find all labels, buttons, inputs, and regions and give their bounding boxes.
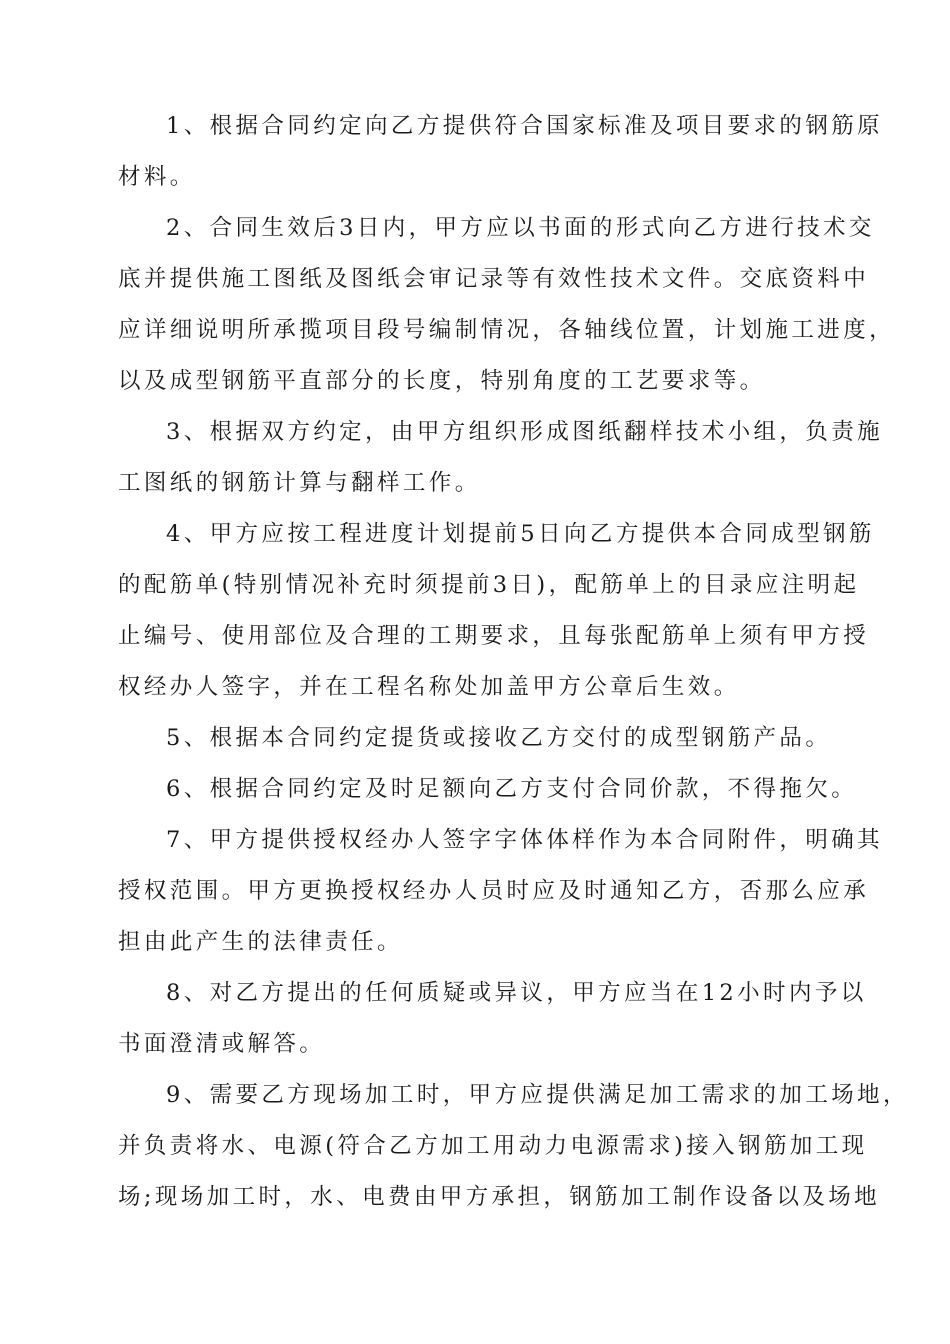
text-line: 工图纸的钢筋计算与翻样工作。: [118, 470, 481, 496]
clause-6: [118, 764, 858, 815]
text-line: 应详细说明所承揽项目段号编制情况，各轴线位置，计划施工进度，: [118, 317, 896, 343]
text-line: 场;现场加工时，水、电费由甲方承担，钢筋加工制作设备以及场地: [118, 1184, 881, 1210]
text-line: 底并提供施工图纸及图纸会审记录等有效性技术文件。交底资料中: [118, 266, 870, 292]
text-line: 1、根据合同约定向乙方提供符合国家标准及项目要求的钢筋原: [166, 113, 884, 139]
text-line: 4、甲方应按工程进度计划提前5日向乙方提供本合同成型钢筋: [166, 521, 875, 547]
clause-9: [118, 1070, 909, 1223]
clause-1: [118, 101, 884, 203]
text-line: 2、合同生效后3日内，甲方应以书面的形式向乙方进行技术交: [166, 215, 875, 241]
text-line: 并负责将水、电源(符合乙方加工用动力电源需求)接入钢筋加工现: [118, 1133, 868, 1159]
text-line: 担由此产生的法律责任。: [118, 929, 403, 955]
clause-2: [118, 203, 896, 407]
clause-4: [118, 509, 875, 713]
text-line: 7、甲方提供授权经办人签字字体体样作为本合同附件，明确其: [166, 827, 884, 853]
clause-8: [118, 968, 867, 1070]
text-line: 授权范围。甲方更换授权经办人员时应及时通知乙方，否那么应承: [118, 878, 870, 904]
text-line: 材料。: [118, 164, 196, 190]
text-line: 3、根据双方约定，由甲方组织形成图纸翻样技术小组，负责施: [166, 419, 884, 445]
text-line: 止编号、使用部位及合理的工期要求，且每张配筋单上须有甲方授: [118, 623, 870, 649]
text-line: 9、需要乙方现场加工时，甲方应提供满足加工需求的加工场地，: [166, 1082, 909, 1108]
text-line: 书面澄清或解答。: [118, 1031, 326, 1057]
text-line: 8、对乙方提出的任何质疑或异议，甲方应当在12小时内予以: [166, 980, 867, 1006]
text-line: 以及成型钢筋平直部分的长度，特别角度的工艺要求等。: [118, 368, 766, 394]
text-line: 的配筋单(特别情况补充时须提前3日)，配筋单上的目录应注明起: [118, 572, 860, 598]
contract-body: [118, 101, 909, 1223]
text-line: 6、根据合同约定及时足额向乙方支付合同价款，不得拖欠。: [166, 776, 858, 802]
text-line: 权经办人签字，并在工程名称处加盖甲方公章后生效。: [118, 674, 740, 700]
clause-3: [118, 407, 884, 509]
clause-5: [118, 713, 840, 764]
clause-7: [118, 815, 884, 968]
text-line: 5、根据本合同约定提货或接收乙方交付的成型钢筋产品。: [166, 725, 832, 751]
